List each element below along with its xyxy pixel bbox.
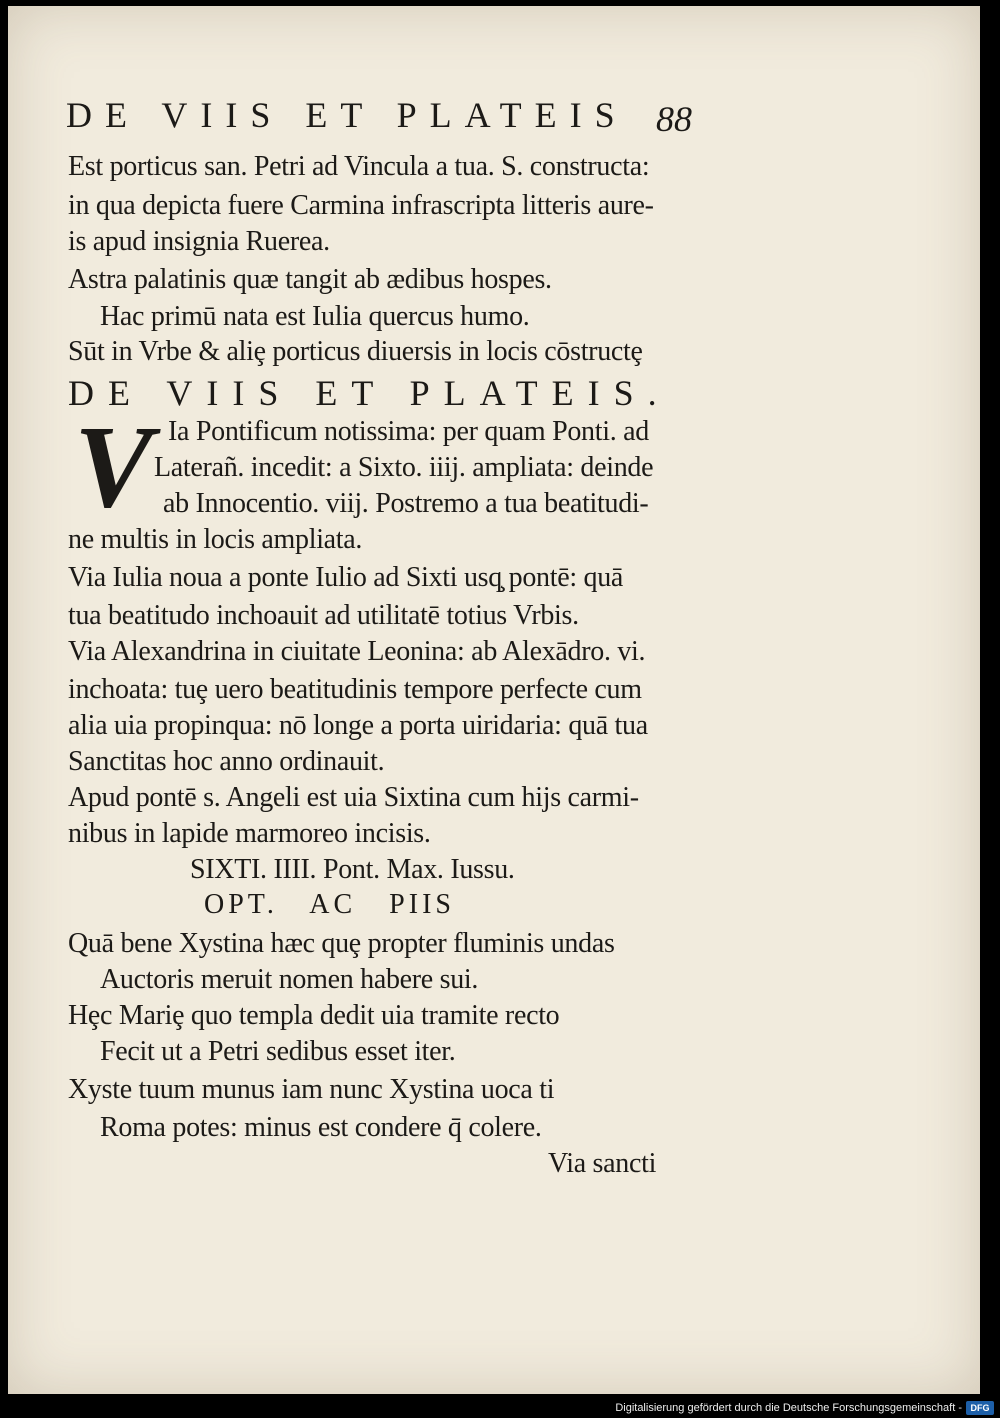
verse-line: Fecit ut a Petri sedibus esset iter.: [100, 1036, 456, 1067]
verse-line: Roma potes: minus est condere q̄ colere.: [100, 1112, 542, 1143]
text-line: Est porticus san. Petri ad Vincula a tua. S. constructa:: [68, 151, 650, 182]
text-line: tua beatitudo inchoauit ad utilitatē totius Vrbis.: [68, 600, 579, 631]
text-line: Apud pontē s. Angeli est uia Sixtina cum hijs carmi-: [68, 782, 639, 813]
text-line: in qua depicta fuere Carmina infrascripta litteris aure-: [68, 190, 654, 221]
text-line: Laterañ. incedit: a Sixto. iiij. ampliata: deinde: [154, 452, 654, 483]
text-line: Via Alexandrina in ciuitate Leonina: ab Alexādro. vi.: [68, 636, 646, 667]
verse-line: Auctoris meruit nomen habere sui.: [100, 964, 479, 995]
text-line: Via Iulia noua a ponte Iulio ad Sixti usq̧ pontē: quā: [68, 562, 624, 593]
text-line: nibus in lapide marmoreo incisis.: [68, 818, 431, 849]
drop-cap: V: [74, 401, 153, 532]
inscription-line: OPT. AC PIIS: [204, 889, 455, 920]
book-page: [8, 6, 980, 1394]
text-line: Hac primū nata est Iulia quercus humo.: [100, 301, 530, 332]
text-line: ab Innocentio. viij. Postremo a tua beatitudi-: [163, 488, 649, 519]
verse-line: Quā bene Xystina hæc quȩ propter fluminis undas: [68, 928, 615, 959]
text-line: inchoata: tuȩ uero beatitudinis tempore perfecte cum: [68, 674, 642, 705]
running-header: DE VIIS ET PLATEIS: [66, 95, 628, 135]
text-line: Sanctitas hoc anno ordinauit.: [68, 746, 385, 777]
page-number: 88: [656, 99, 692, 139]
catchword: Via sancti: [548, 1148, 657, 1179]
verse-line: Xyste tuum munus iam nunc Xystina uoca ti: [68, 1074, 555, 1105]
text-line: is apud insignia Ruerea.: [68, 226, 330, 257]
text-line: Ia Pontificum notissima: per quam Ponti. ad: [168, 416, 649, 447]
inscription-line: SIXTI. IIII. Pont. Max. Iussu.: [190, 854, 515, 885]
verse-line: Hȩc Mariȩ quo templa dedit uia tramite recto: [68, 1000, 560, 1031]
text-line: alia uia propinqua: nō longe a porta uiridaria: quā tua: [68, 710, 648, 741]
dfg-logo: DFG: [966, 1401, 994, 1415]
section-heading: DE VIIS ET PLATEIS.: [68, 373, 671, 413]
text-line: Astra palatinis quæ tangit ab ædibus hospes.: [68, 264, 552, 295]
digitization-credit: Digitalisierung gefördert durch die Deutsche Forschungsgemeinschaft -: [615, 1402, 962, 1414]
text-line: ne multis in locis ampliata.: [68, 524, 363, 555]
text-line: Sūt in Vrbe & aliȩ porticus diuersis in locis cōstructȩ: [68, 336, 643, 367]
